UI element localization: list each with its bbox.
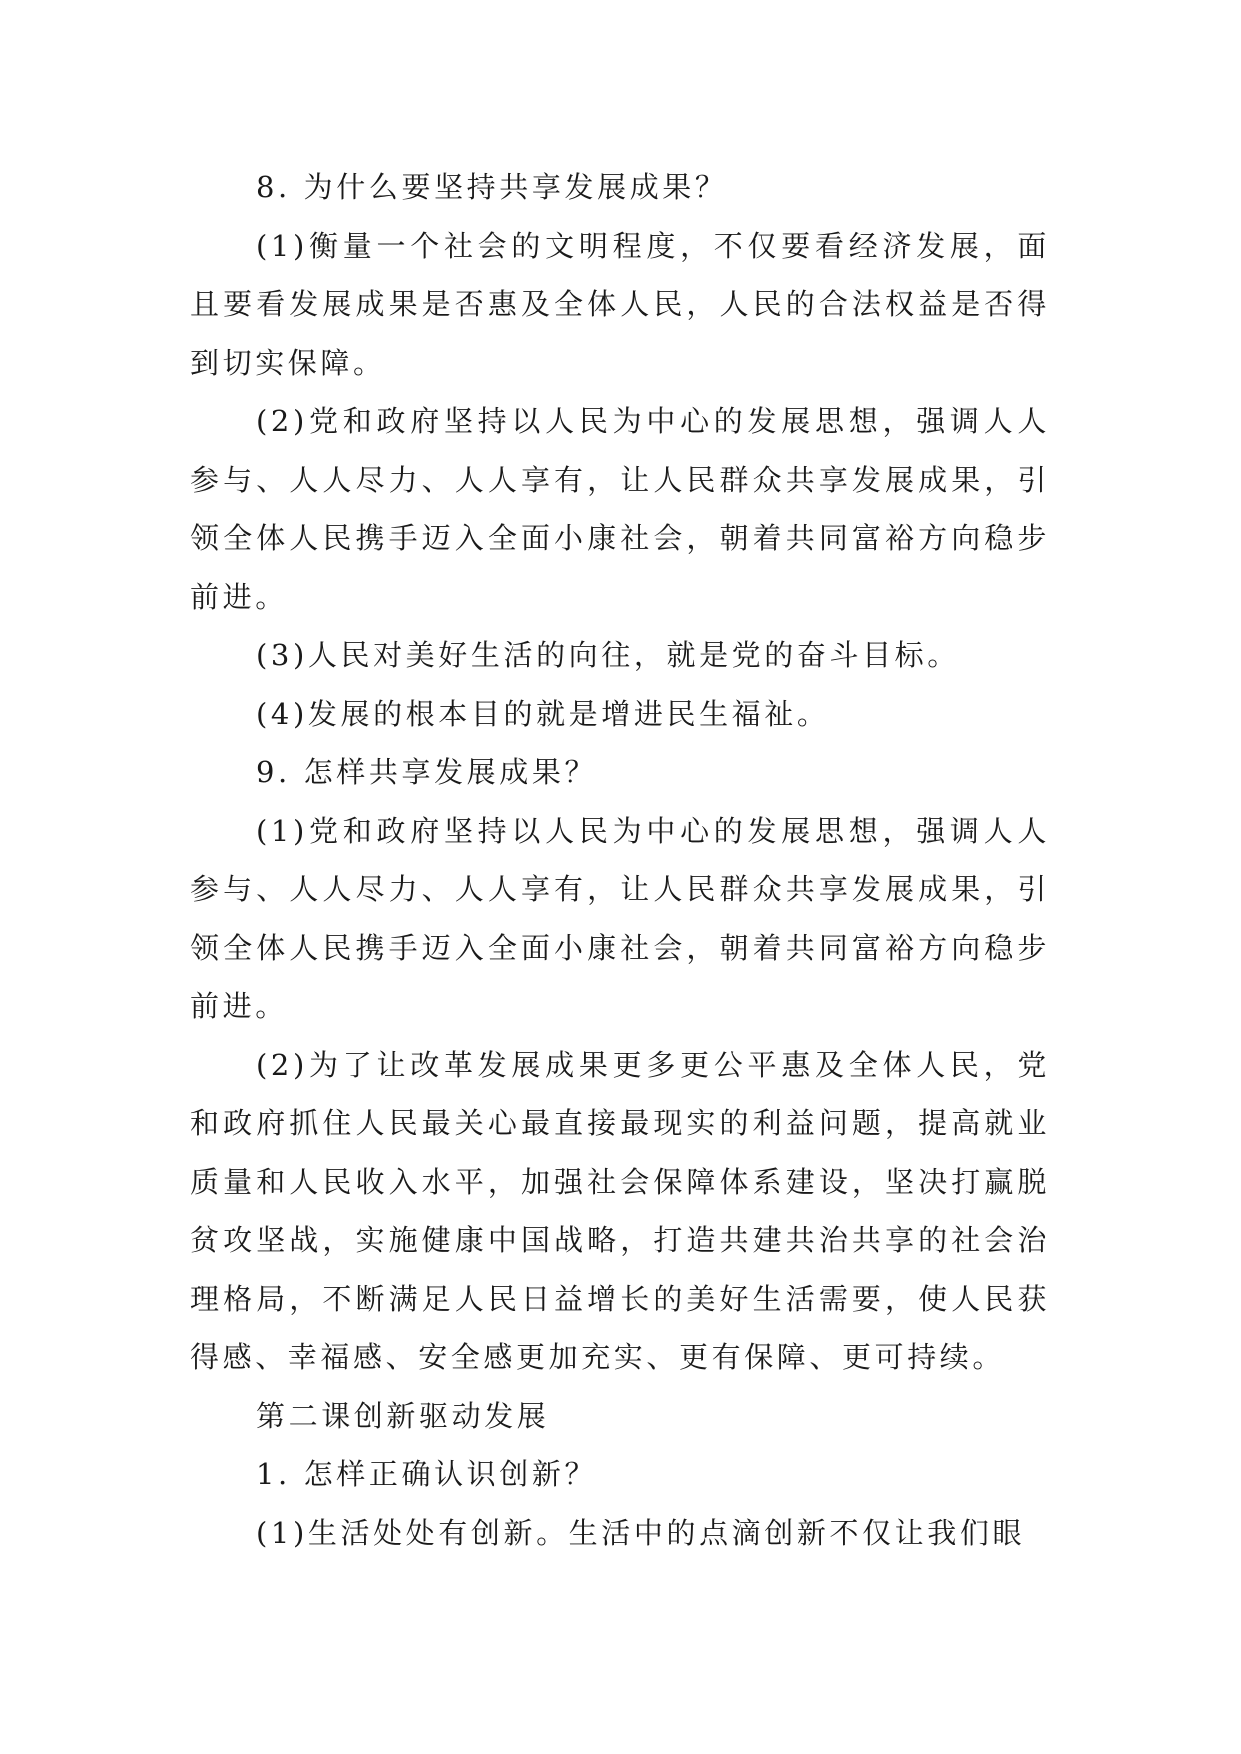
answer-8-point-2: (2)党和政府坚持以人民为中心的发展思想，强调人人参与、人人尽力、人人享有，让人民群众共享发展成果，引领全体人民携手迈入全面小康社会，朝着共同富裕方向稳步前进。 — [190, 404, 1050, 614]
answer-1-point-1: (1)生活处处有创新。生活中的点滴创新不仅让我们眼 — [256, 1515, 1026, 1550]
lesson-heading: 第二课创新驱动发展 — [256, 1398, 550, 1433]
answer-8-point-4: (4)发展的根本目的就是增进民生福祉。 — [256, 696, 830, 731]
question-heading-1: 1. 怎样正确认识创新？ — [256, 1457, 598, 1491]
answer-9-point-2: (2)为了让改革发展成果更多更公平惠及全体人民，党和政府抓住人民最关心最直接最现实的利益问题，提高就业质量和人民收入水平，加强社会保障体系建设，坚决打赢脱贫攻坚战，实施健康中国战略，打造共建共治共享的社会治理格局，不断满足人民日益增长的美好生活需要，使人民获得感、幸福感、安全感更加充实、更有保障、更可持续。 — [190, 1047, 1050, 1374]
question-heading-9: 9. 怎样共享发展成果？ — [256, 755, 598, 789]
question-heading-8: 8. 为什么要坚持共享发展成果？ — [256, 170, 728, 204]
answer-9-point-1: (1)党和政府坚持以人民为中心的发展思想，强调人人参与、人人尽力、人人享有，让人民群众共享发展成果，引领全体人民携手迈入全面小康社会，朝着共同富裕方向稳步前进。 — [190, 813, 1050, 1023]
answer-8-point-1: (1)衡量一个社会的文明程度，不仅要看经济发展，面且要看发展成果是否惠及全体人民，人民的合法权益是否得到切实保障。 — [190, 228, 1050, 380]
answer-8-point-3: (3)人民对美好生活的向往，就是党的奋斗目标。 — [256, 638, 960, 672]
document-body — [190, 158, 1050, 1562]
